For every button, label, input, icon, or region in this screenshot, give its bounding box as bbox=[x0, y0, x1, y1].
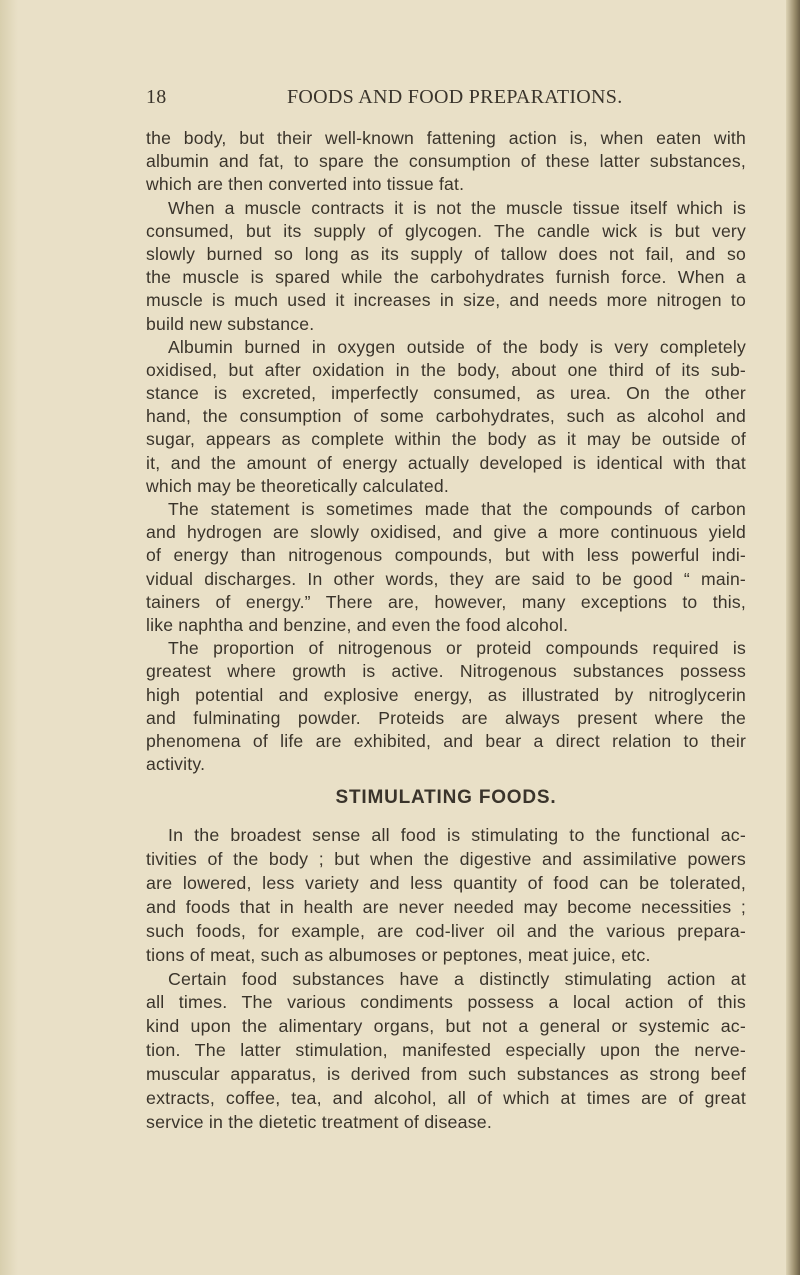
text-line: vidual discharges. In other words, they are said to be good “ main- bbox=[146, 568, 746, 589]
page-edge-left bbox=[0, 0, 18, 1275]
text-line: greatest where growth is active. Nitrogenous substances possess bbox=[146, 661, 746, 682]
text-line: high potential and explosive energy, as illustrated by nitroglycerin bbox=[146, 684, 746, 705]
text-line: oxidised, but after oxidation in the body, about one third of its sub- bbox=[146, 359, 746, 380]
text-line: stance is excreted, imperfectly consumed, as urea. On the other bbox=[146, 383, 746, 404]
text-line: which are then converted into tissue fat. bbox=[146, 174, 465, 195]
page-number: 18 bbox=[146, 86, 167, 108]
running-head: FOODS AND FOOD PREPARATIONS. bbox=[287, 86, 623, 108]
text-line: tivities of the body ; but when the digestive and assimilative powers bbox=[146, 849, 746, 870]
body-paragraphs bbox=[146, 127, 746, 776]
paragraph bbox=[146, 197, 746, 336]
paragraph bbox=[146, 824, 746, 967]
text-line: tion. The latter stimulation, manifested especially upon the nerve- bbox=[146, 1040, 746, 1061]
text-line: In the broadest sense all food is stimulating to the functional ac- bbox=[168, 825, 746, 846]
text-line: The proportion of nitrogenous or proteid compounds required is bbox=[168, 638, 746, 659]
text-line: albumin and fat, to spare the consumption of these latter substances, bbox=[146, 151, 746, 172]
text-line: such foods, for example, are cod-liver oil and the various prepara- bbox=[146, 920, 746, 941]
text-line: the muscle is spared while the carbohydrates furnish force. When a bbox=[146, 267, 746, 288]
page-edge-right bbox=[786, 0, 800, 1275]
text-line: muscular apparatus, is derived from such substances as strong beef bbox=[146, 1064, 746, 1085]
text-line: service in the dietetic treatment of disease. bbox=[146, 1111, 493, 1132]
text-line: sugar, appears as complete within the body as it may be outside of bbox=[146, 429, 746, 450]
text-line: Certain food substances have a distinctly stimulating action at bbox=[168, 968, 746, 989]
text-line: activity. bbox=[146, 754, 206, 775]
text-line: the body, but their well-known fattening action is, when eaten with bbox=[146, 128, 746, 148]
text-line: are lowered, less variety and less quantity of food can be tolerated, bbox=[146, 873, 746, 894]
text-line: slowly burned so long as its supply of tallow does not fail, and so bbox=[146, 243, 746, 264]
text-line: it, and the amount of energy actually developed is identical with that bbox=[146, 452, 746, 473]
text-line: like naphtha and benzine, and even the food alcohol. bbox=[146, 614, 569, 635]
text-line: of energy than nitrogenous compounds, but with less powerful indi- bbox=[146, 545, 746, 566]
text-line: all times. The various condiments possess a local action of this bbox=[146, 992, 746, 1013]
text-line: kind upon the alimentary organs, but not a general or systemic ac- bbox=[146, 1016, 746, 1037]
text-line: and foods that in health are never needed may become necessities ; bbox=[146, 896, 746, 917]
paragraph bbox=[146, 968, 746, 1135]
page-body bbox=[146, 127, 746, 1135]
text-line: When a muscle contracts it is not the muscle tissue itself which is bbox=[168, 197, 746, 218]
text-line: extracts, coffee, tea, and alcohol, all of which at times are of great bbox=[146, 1088, 746, 1109]
paragraph bbox=[146, 637, 746, 776]
text-line: The statement is sometimes made that the compounds of carbon bbox=[168, 499, 746, 519]
text-line: which may be theoretically calculated. bbox=[146, 475, 449, 496]
text-line: phenomena of life are exhibited, and bear a direct relation to their bbox=[146, 730, 746, 751]
text-line: tainers of energy.” There are, however, many exceptions to this, bbox=[146, 591, 746, 612]
section-paragraphs bbox=[146, 824, 746, 1135]
paragraph bbox=[146, 498, 746, 637]
text-line: and fulminating powder. Proteids are always present where the bbox=[146, 707, 746, 728]
page-header bbox=[146, 86, 646, 114]
text-line: Albumin burned in oxygen outside of the body is very completely bbox=[168, 336, 746, 357]
text-line: muscle is much used it increases in size, and needs more nitrogen to bbox=[146, 290, 746, 311]
text-line: tions of meat, such as albumoses or peptones, meat juice, etc. bbox=[146, 944, 651, 965]
text-line: and hydrogen are slowly oxidised, and give a more continuous yield bbox=[146, 522, 746, 543]
text-line: hand, the consumption of some carbohydrates, such as alcohol and bbox=[146, 406, 746, 427]
section-heading: STIMULATING FOODS. bbox=[335, 787, 557, 809]
text-line: build new substance. bbox=[146, 313, 315, 334]
paragraph bbox=[146, 127, 746, 197]
paragraph bbox=[146, 336, 746, 498]
text-line: consumed, but its supply of glycogen. The candle wick is but very bbox=[146, 220, 746, 241]
